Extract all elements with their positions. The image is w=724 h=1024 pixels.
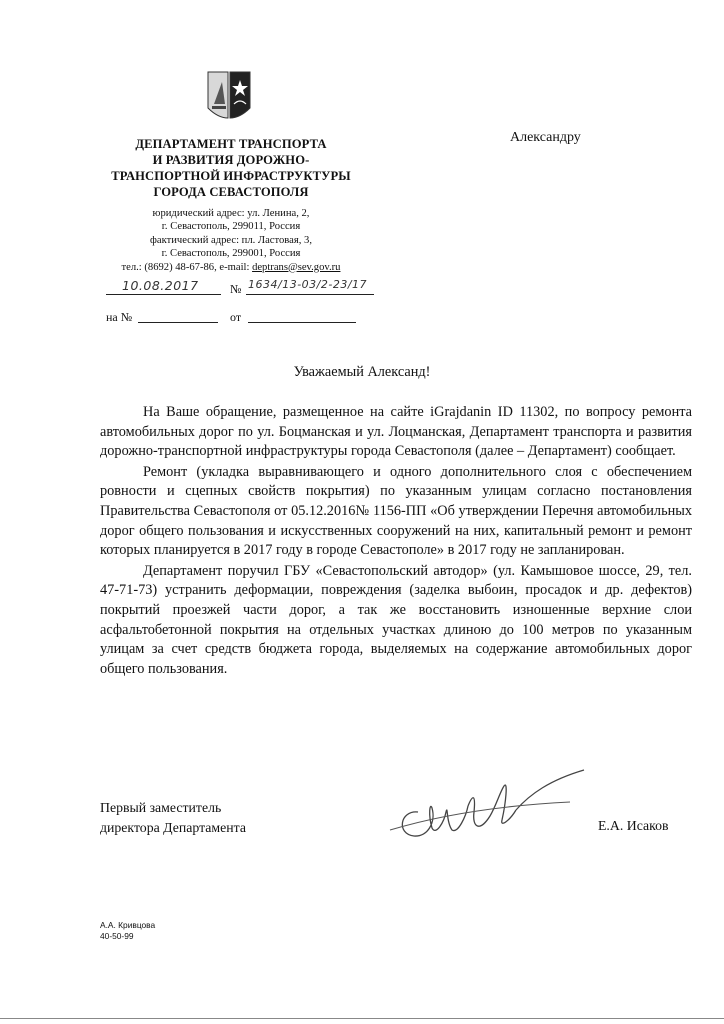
paragraph: Департамент поручил ГБУ «Севастопольский автодор» (ул. Камышовое шоссе, 29, тел. 47-71-73) устранить деформации, повреждения (заделка выбоин, просадок и др. дефектов) покрытий проезжей части дорог, а так же восстановить изношенные верхние слои асфальтобетонной покрытия на отдельных участках длиною до 100 метров по указанным улицам за счет средств бюджета города, выделяемых на содержание автомобильных дорог общего пользования. [100, 562, 692, 677]
from-underline [248, 322, 356, 323]
email-link[interactable]: deptrans@sev.gov.ru [252, 261, 341, 273]
coat-of-arms-icon [204, 68, 254, 126]
address-line: г. Севастополь, 299011, Россия [161, 221, 301, 233]
address-line: фактический адрес: пл. Ластовая, 3, [150, 234, 312, 246]
paragraph: На Ваше обращение, размещенное на сайте iGrajdanin ID 11302, по вопросу ремонта автомобильных дорог по ул. Боцманская и ул. Лоцманская, Департамент транспорта и развития дорожно-транспортной инфраструктуры города Севастополя (далее – Департамент) сообщает. [100, 404, 692, 460]
phone-text: тел.: (8692) 48-67-86, e-mail: [121, 261, 253, 273]
number-underline [246, 294, 374, 295]
paragraph: Ремонт (укладка выравнивающего и одного дополнительного слоя с обеспечением ровности и сцепных свойств покрытия) по указанным улицам согласно постановления Правительства Севастополя от 05.12.2016№ 1156-ПП «Об утверждении Перечня автомобильных дорог общего пользования и искусственных сооружений на них, капитальный ремонт и ремонт которых планируется в 2017 году в городе Севастополе» в 2017 году не запланирован. [100, 463, 692, 559]
department-name-line: ГОРОДА СЕВАСТОПОЛЯ [153, 185, 309, 199]
executor-phone: 40-50-99 [100, 931, 134, 941]
handwritten-signature [370, 762, 600, 852]
page-edge-divider [0, 1018, 724, 1019]
signatory-title-line: директора Департамента [100, 820, 246, 835]
salutation: Уважаемый Александ! [293, 364, 431, 380]
date-underline [106, 294, 221, 295]
signatory-title [100, 798, 246, 838]
from-label: от [230, 310, 242, 324]
ref-underline [138, 322, 218, 323]
department-name-line: И РАЗВИТИЯ ДОРОЖНО- [152, 153, 310, 167]
registration-date: 10.08.2017 [122, 278, 199, 293]
reference-line [106, 310, 366, 328]
registration-number: 1634/13-03/2-23/17 [248, 278, 368, 291]
signatory-title-line: Первый заместитель [100, 800, 222, 815]
department-name-line: ТРАНСПОРТНОЙ ИНФРАСТРУКТУРЫ [111, 169, 351, 183]
signatory-name: Е.А. Исаков [598, 818, 669, 833]
contact-line [92, 261, 370, 274]
number-label: № [230, 282, 242, 296]
department-name [96, 136, 366, 200]
executor-name: А.А. Кривцова [100, 920, 156, 930]
executor-info [100, 920, 155, 942]
address-line: юридический адрес: ул. Ленина, 2, [152, 208, 310, 219]
ref-label: на № [106, 310, 133, 324]
recipient: Александру [510, 130, 581, 145]
registration-line [96, 278, 376, 300]
letter-body [100, 403, 692, 680]
address-line: г. Севастополь, 299001, Россия [161, 248, 301, 260]
department-address [92, 207, 370, 274]
department-name-line: ДЕПАРТАМЕНТ ТРАНСПОРТА [135, 137, 327, 151]
